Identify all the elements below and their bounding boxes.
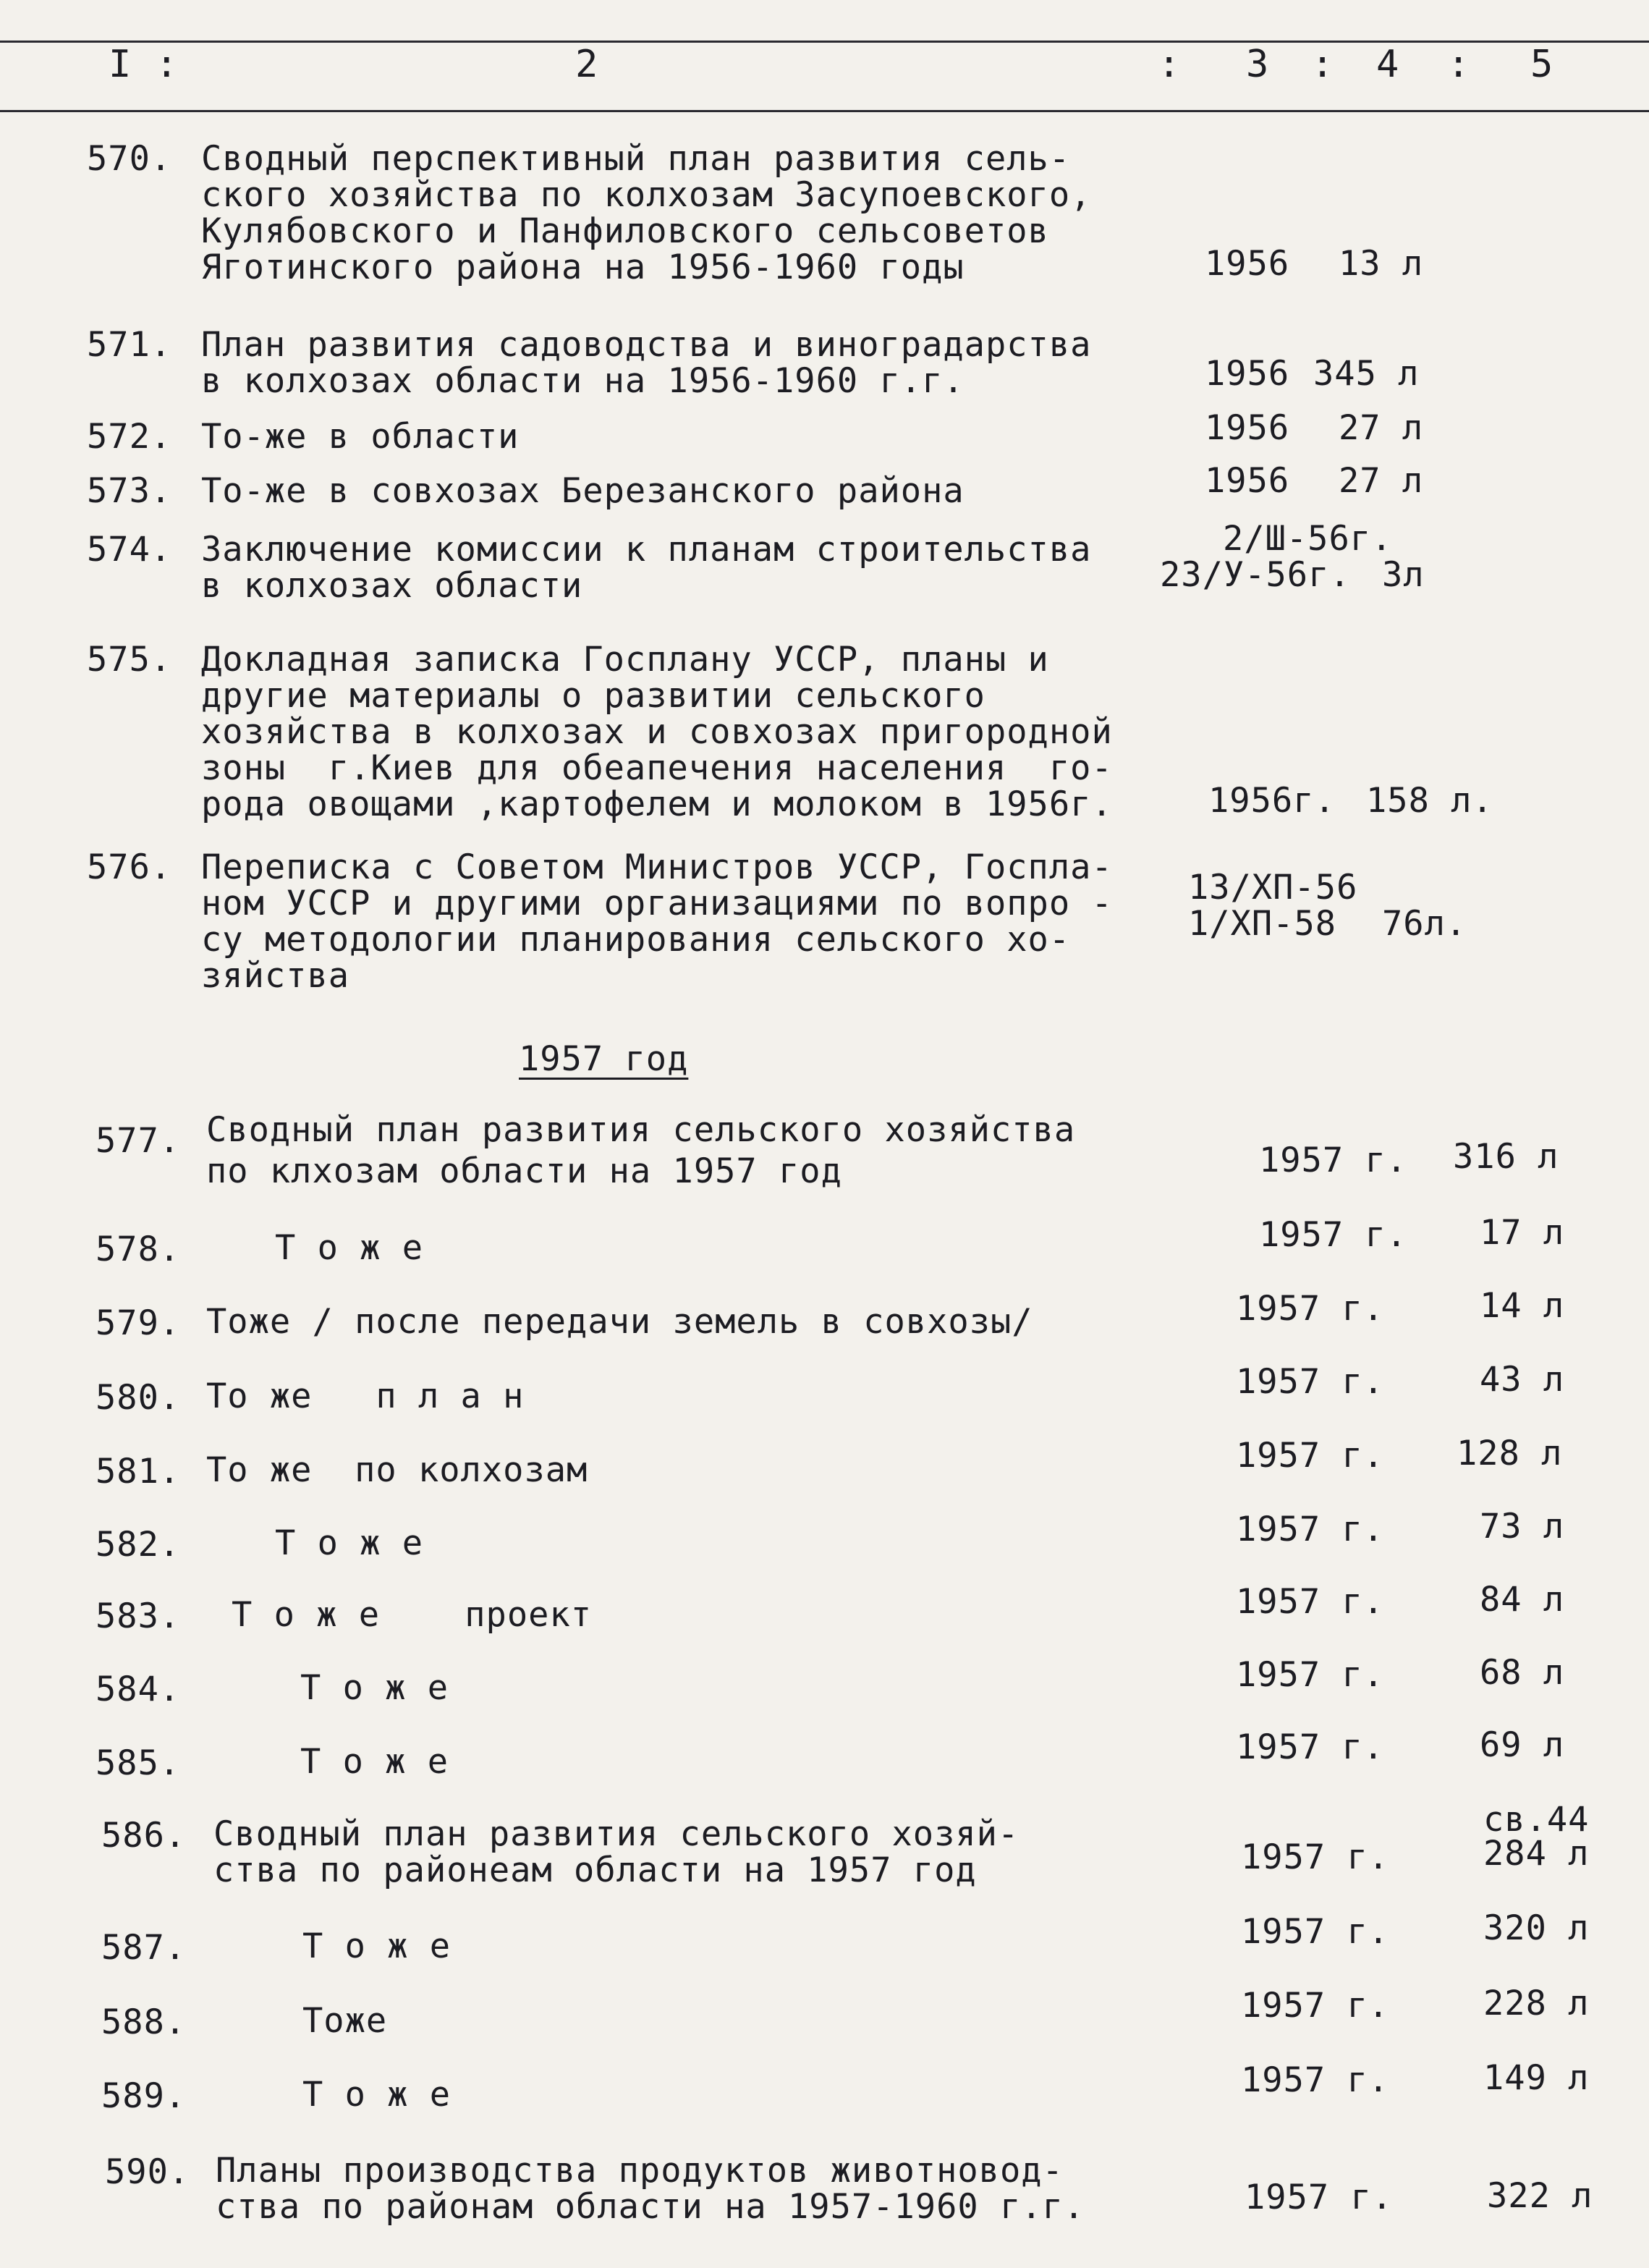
item-date: 23/У-56г. xyxy=(1160,555,1351,595)
item-date: 1957 г. xyxy=(1236,1582,1385,1622)
item-sheets: 68 л xyxy=(1480,1653,1565,1693)
item-description-line: хозяйства в колхозах и совхозах пригородной xyxy=(201,712,1113,752)
item-date: 1957 г. xyxy=(1236,1655,1385,1695)
item-number: 570. xyxy=(87,139,172,179)
item-number: 581. xyxy=(96,1452,181,1491)
item-description-line: зоны г.Киев для обеапечения населения го- xyxy=(201,748,1113,788)
item-description-line: То же п л а н xyxy=(206,1376,525,1416)
item-description-line: Планы производства продуктов животновод- xyxy=(216,2151,1064,2191)
header-col3: 3 xyxy=(1246,43,1270,86)
item-description-line: Заключение комиссии к планам строительства xyxy=(201,530,1092,570)
item-date: 1957 г. xyxy=(1241,1837,1390,1877)
item-sheets: 73 л xyxy=(1480,1507,1565,1546)
item-date: 1956 xyxy=(1205,408,1290,448)
item-description-line: Т о ж е xyxy=(302,1926,452,1966)
item-date: 1957 г. xyxy=(1236,1362,1385,1402)
item-number: 579. xyxy=(96,1303,181,1343)
item-description-line: ства по районам области на 1957-1960 г.г. xyxy=(216,2187,1085,2227)
item-description-line: Сводный план развития сельского хозяйства xyxy=(206,1110,1076,1150)
item-number: 586. xyxy=(101,1816,187,1856)
item-sheets: 43 л xyxy=(1480,1360,1565,1400)
item-sheets: 320 л xyxy=(1483,1908,1590,1948)
item-description-line: Кулябовского и Панфиловского сельсоветов xyxy=(201,211,1049,251)
item-date: 1957 г. xyxy=(1236,1510,1385,1549)
item-description-line: Сводный перспективный план развития сель- xyxy=(201,139,1071,179)
item-description-line: зяйства xyxy=(201,956,350,996)
header-col2: 2 xyxy=(575,43,599,86)
item-sheets: 3л xyxy=(1382,555,1425,595)
item-date: 1/ХП-58 xyxy=(1188,904,1337,944)
item-description-line: су методологии планирования сельского хо- xyxy=(201,920,1071,960)
item-number: 587. xyxy=(101,1928,187,1968)
item-description-line: Яготинского района на 1956-1960 годы xyxy=(201,247,965,287)
item-description-line: Тоже xyxy=(302,2001,388,2041)
section-heading-1957: 1957 год xyxy=(519,1039,689,1079)
item-sheets: св.44 xyxy=(1483,1800,1590,1840)
item-date: 13/ХП-56 xyxy=(1188,868,1358,907)
item-sheets: 69 л xyxy=(1480,1725,1565,1765)
item-description-line: в колхозах области xyxy=(201,566,583,606)
item-date: 1956 xyxy=(1205,354,1290,394)
item-description-line: другие материалы о развитии сельского xyxy=(201,676,985,716)
item-sheets: 76л. xyxy=(1382,904,1467,944)
item-description-line: рода овощами ,картофелем и молоком в 1956г. xyxy=(201,784,1113,824)
item-number: 580. xyxy=(96,1378,181,1418)
header-col5: 5 xyxy=(1530,43,1554,86)
item-description-line: Т о ж е xyxy=(302,2075,452,2115)
item-sheets: 322 л xyxy=(1487,2176,1593,2216)
header-col1: I : xyxy=(109,43,179,86)
item-description-line: То-же в совхозах Березанского района xyxy=(201,471,965,511)
item-sheets: 27 л xyxy=(1339,408,1424,448)
item-date: 1957 г. xyxy=(1259,1215,1408,1255)
item-sheets: 128 л xyxy=(1457,1434,1563,1473)
item-sheets: 27 л xyxy=(1339,461,1424,501)
item-number: 575. xyxy=(87,640,172,680)
item-date: 1956г. xyxy=(1208,781,1336,821)
item-sheets: 158 л. xyxy=(1366,781,1493,821)
item-description-line: То-же в области xyxy=(201,417,520,457)
item-description-line: Т о ж е xyxy=(300,1742,449,1782)
item-number: 574. xyxy=(87,530,172,570)
item-number: 571. xyxy=(87,325,172,365)
header-bottom-rule xyxy=(0,110,1649,112)
item-number: 577. xyxy=(96,1121,181,1161)
item-number: 585. xyxy=(96,1743,181,1783)
item-sheets: 149 л xyxy=(1483,2058,1590,2098)
item-description-line: План развития садоводства и виноградарства xyxy=(201,325,1092,365)
item-number: 589. xyxy=(101,2076,187,2116)
item-date: 1957 г. xyxy=(1259,1141,1408,1180)
item-number: 584. xyxy=(96,1670,181,1709)
item-sheets: 284 л xyxy=(1483,1834,1590,1874)
item-sheets: 345 л xyxy=(1313,354,1420,394)
item-description-line: Т о ж е xyxy=(300,1668,449,1708)
item-description-line: ства по районеам области на 1957 год xyxy=(213,1850,977,1890)
item-sheets: 14 л xyxy=(1480,1286,1565,1326)
header-top-rule xyxy=(0,41,1649,43)
item-number: 572. xyxy=(87,417,172,457)
item-date: 1956 xyxy=(1205,461,1290,501)
item-date: 2/Ш-56г. xyxy=(1223,519,1393,559)
item-number: 576. xyxy=(87,847,172,887)
item-date: 1957 г. xyxy=(1241,2060,1390,2100)
header-sep1: : xyxy=(1158,43,1182,86)
item-number: 582. xyxy=(96,1525,181,1565)
item-description-line: То же по колхозам xyxy=(206,1450,588,1490)
item-description-line: Докладная записка Госплану УССР, планы и xyxy=(201,640,1049,680)
item-number: 588. xyxy=(101,2002,187,2042)
header-sep3: : xyxy=(1447,43,1471,86)
item-description-line: Т о ж е xyxy=(275,1523,424,1563)
item-date: 1957 г. xyxy=(1236,1727,1385,1767)
item-description-line: ского хозяйства по колхозам Засупоевского, xyxy=(201,175,1092,215)
item-description-line: Сводный план развития сельского хозяй- xyxy=(213,1814,1020,1854)
item-description-line: Т о ж е xyxy=(275,1228,424,1268)
item-description-line: Переписка с Советом Министров УССР, Госпла- xyxy=(201,847,1113,887)
item-date: 1957 г. xyxy=(1241,1986,1390,2026)
item-sheets: 84 л xyxy=(1480,1580,1565,1620)
item-description-line: ном УССР и другими организациями по вопро - xyxy=(201,884,1113,923)
item-description-line: в колхозах области на 1956-1960 г.г. xyxy=(201,361,965,401)
item-date: 1957 г. xyxy=(1236,1436,1385,1476)
item-number: 583. xyxy=(96,1596,181,1636)
item-number: 590. xyxy=(105,2152,190,2192)
item-description-line: Т о ж е проект xyxy=(232,1595,593,1635)
item-description-line: Тоже / после передачи земель в совхозы/ xyxy=(206,1302,1033,1342)
item-sheets: 228 л xyxy=(1483,1984,1590,2023)
item-sheets: 17 л xyxy=(1480,1213,1565,1253)
item-number: 578. xyxy=(96,1230,181,1269)
item-sheets: 316 л xyxy=(1453,1137,1559,1177)
item-date: 1956 xyxy=(1205,244,1290,284)
header-col4: 4 xyxy=(1376,43,1400,86)
item-sheets: 13 л xyxy=(1339,244,1424,284)
item-date: 1957 г. xyxy=(1236,1289,1385,1329)
item-description-line: по клхозам области на 1957 год xyxy=(206,1151,842,1191)
item-date: 1957 г. xyxy=(1241,1912,1390,1952)
header-sep2: : xyxy=(1311,43,1335,86)
item-date: 1957 г. xyxy=(1245,2178,1394,2217)
item-number: 573. xyxy=(87,471,172,511)
